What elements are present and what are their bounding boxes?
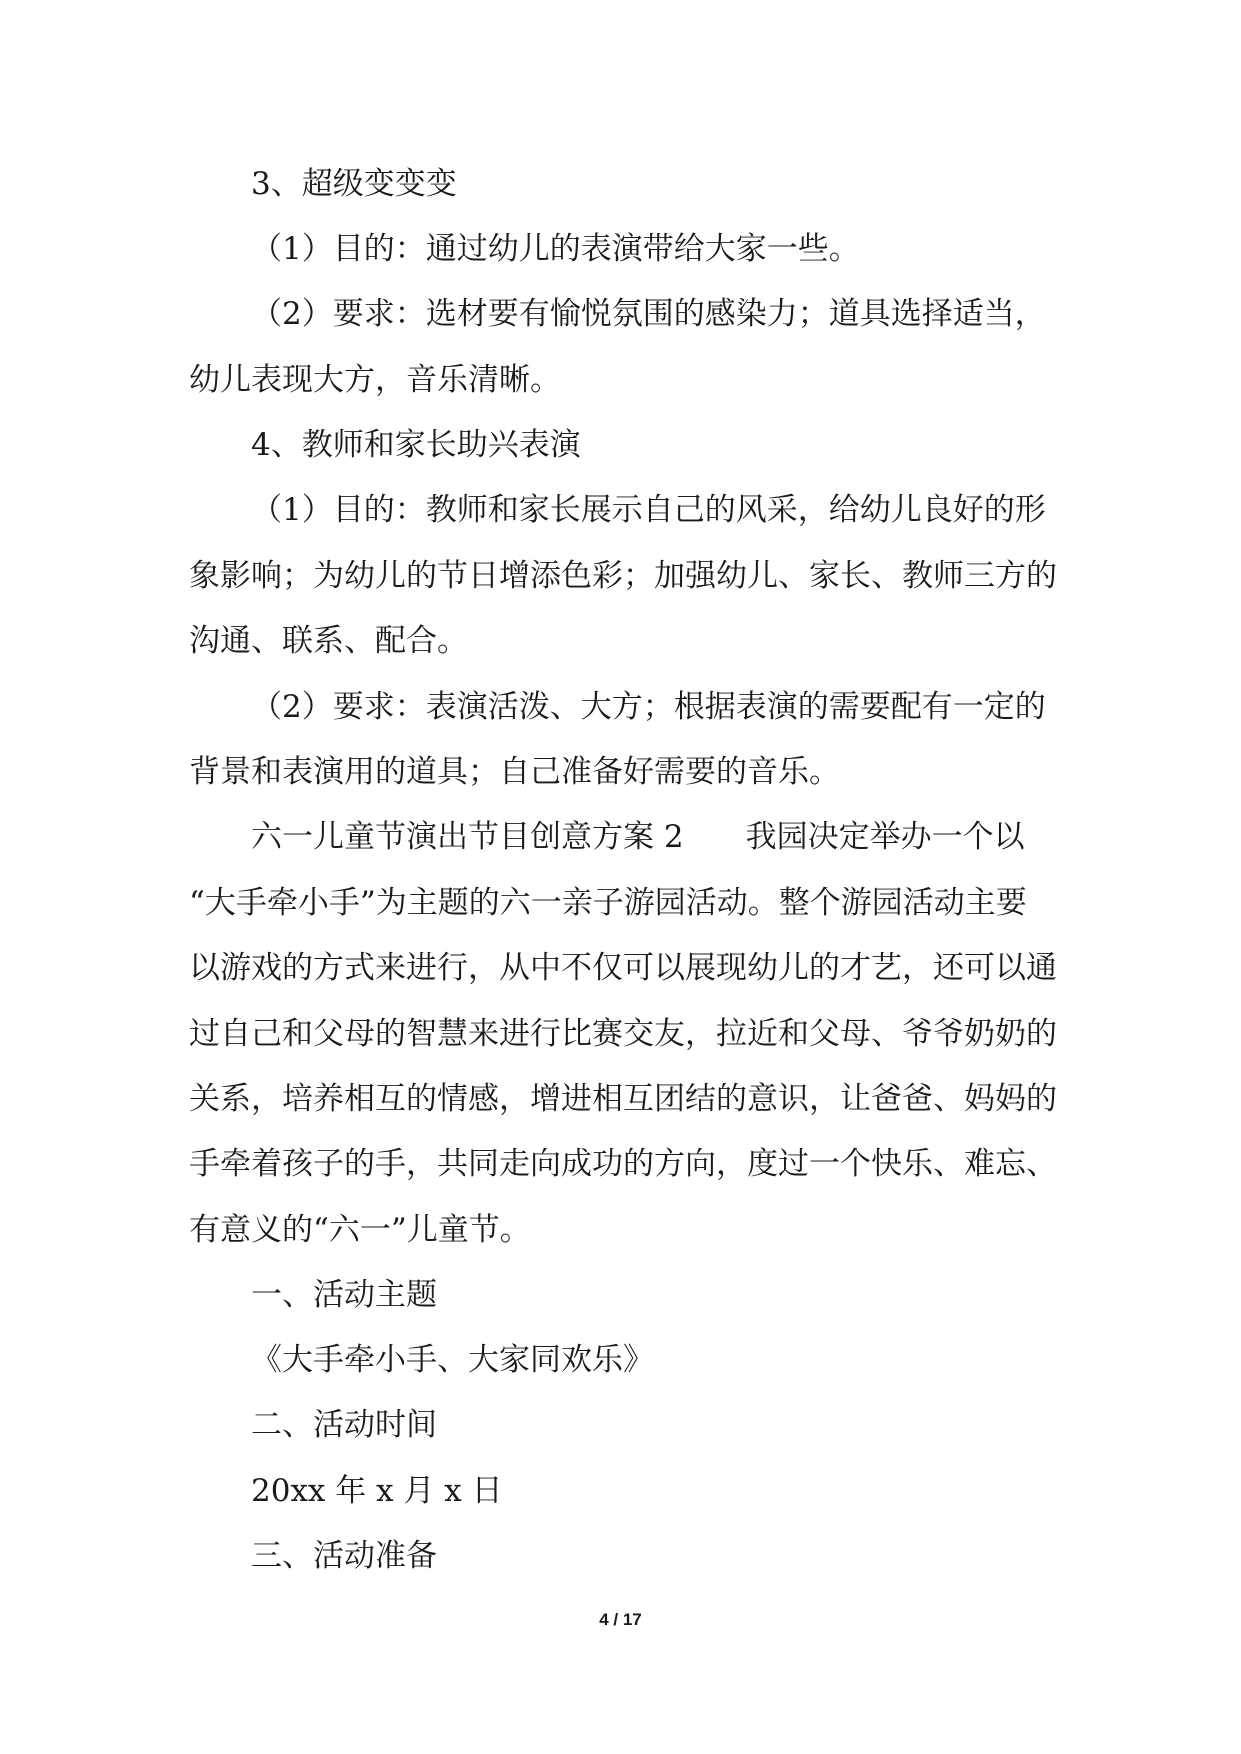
paragraph-line: 以游戏的方式来进行，从中不仅可以展现幼儿的才艺，还可以通 — [189, 950, 1057, 986]
plan2-intro-line — [251, 817, 1025, 857]
paragraph-line: （1）目的：教师和家长展示自己的风采，给幼儿良好的形 — [251, 492, 1046, 528]
section-heading-super-change: 3、超级变变变 — [251, 166, 457, 202]
paragraph-line: 背景和表演用的道具；自己准备好需要的音乐。 — [189, 754, 840, 790]
section-heading-activity-theme: 一、活动主题 — [251, 1277, 437, 1313]
page-number: 4 / 17 — [599, 1610, 642, 1629]
paragraph-line: 象影响；为幼儿的节日增添色彩；加强幼儿、家长、教师三方的 — [189, 558, 1057, 594]
paragraph-line: 沟通、联系、配合。 — [189, 623, 468, 659]
section-heading-activity-prep: 三、活动准备 — [251, 1538, 437, 1574]
paragraph-line: 幼儿表现大方，音乐清晰。 — [189, 362, 561, 398]
paragraph-line: （2）要求：选材要有愉悦氛围的感染力；道具选择适当， — [251, 296, 1046, 332]
paragraph-line: （2）要求：表演活泼、大方；根据表演的需要配有一定的 — [251, 689, 1046, 725]
paragraph-line: 手牵着孩子的手，共同走向成功的方向，度过一个快乐、难忘、 — [189, 1146, 1057, 1182]
section-heading-teacher-parent-show: 4、教师和家长助兴表演 — [251, 427, 581, 463]
activity-theme-title: 《大手牵小手、大家同欢乐》 — [251, 1342, 654, 1378]
paragraph-line: 有意义的“六一”儿童节。 — [189, 1212, 531, 1248]
plan2-heading: 六一儿童节演出节目创意方案 2 — [251, 819, 684, 855]
activity-date: 20xx 年 x 月 x 日 — [251, 1473, 503, 1509]
section-heading-activity-time: 二、活动时间 — [251, 1407, 437, 1443]
plan2-start: 我园决定举办一个以 — [745, 819, 1025, 855]
paragraph-line: （1）目的：通过幼儿的表演带给大家一些。 — [251, 231, 860, 267]
paragraph-line: 过自己和父母的智慧来进行比赛交友，拉近和父母、爷爷奶奶的 — [189, 1016, 1057, 1052]
paragraph-line: 关系，培养相互的情感，增进相互团结的意识，让爸爸、妈妈的 — [189, 1081, 1057, 1117]
paragraph-line: “大手牵小手”为主题的六一亲子游园活动。整个游园活动主要 — [189, 885, 1027, 921]
